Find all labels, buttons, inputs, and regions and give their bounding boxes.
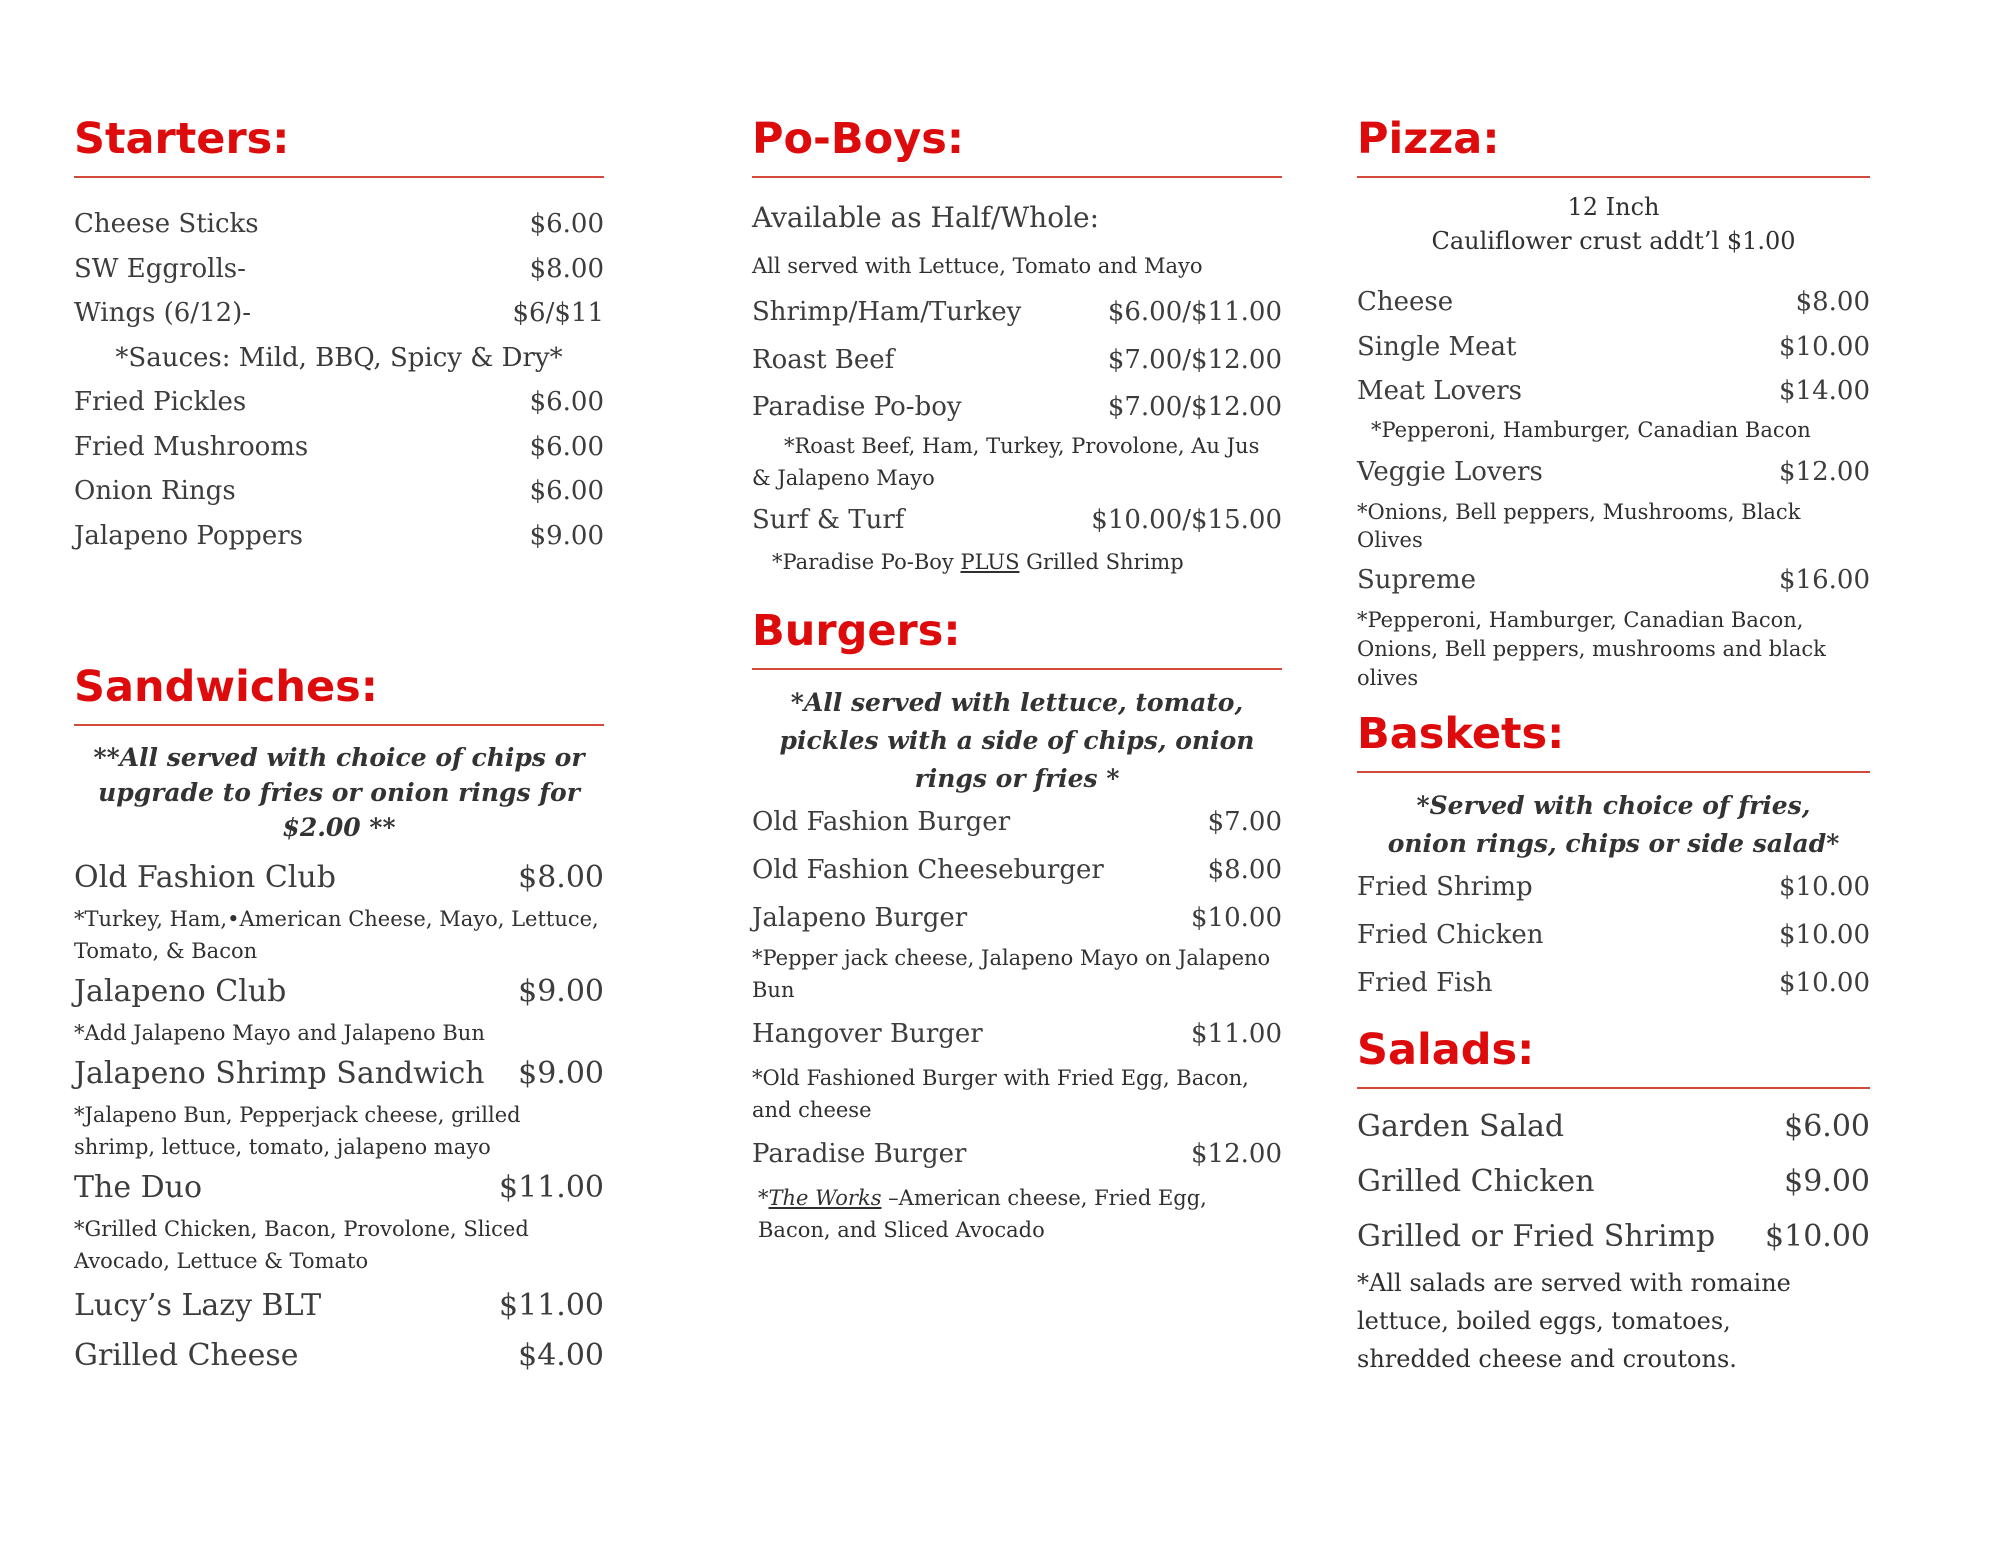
item-price: $8.00 [1207, 855, 1282, 885]
item-price: $11.00 [499, 1288, 604, 1323]
item-note: *Pepper jack cheese, Jalapeno Mayo on Jalapeno Bun [752, 946, 1271, 1002]
salads-note: *All salads are served with romaine lettuce, boiled eggs, tomatoes, shredded cheese and croutons. [1357, 1268, 1791, 1373]
item-price: $16.00 [1779, 564, 1870, 595]
item-price: $7.00 [1207, 807, 1282, 837]
item-note: *Turkey, Ham,•American Cheese, Mayo, Lettuce, Tomato, & Bacon [74, 907, 599, 963]
item-name: Single Meat [1357, 331, 1517, 362]
item-note: *Pepperoni, Hamburger, Canadian Bacon, Onions, Bell peppers, mushrooms and black olives [1357, 607, 1826, 690]
menu-item [752, 288, 1282, 336]
menu-item [1357, 446, 1870, 498]
menu-item [752, 798, 1282, 846]
item-note: *Pepperoni, Hamburger, Canadian Bacon [1371, 417, 1811, 442]
works-description: –American cheese, Fried Egg, Bacon, and Sliced Avocado [758, 1186, 1207, 1242]
item-name: Veggie Lovers [1357, 456, 1543, 487]
item-name: Cheese [1357, 287, 1454, 317]
item-name: Garden Salad [1357, 1108, 1565, 1144]
menu-item [752, 1006, 1282, 1062]
menu-item [1357, 369, 1870, 414]
item-name: Surf & Turf [752, 505, 905, 535]
item-name: Grilled Chicken [1357, 1163, 1595, 1199]
burgers-heading: Burgers: [752, 606, 961, 656]
baskets-intro: *Served with choice of fries, onion rings, chips or side salad* [1387, 790, 1840, 858]
item-price: $8.00 [1795, 287, 1870, 317]
burgers-intro: *All served with lettuce, tomato, pickles with a side of chips, onion rings or fries * [779, 688, 1255, 793]
item-note: *Add Jalapeno Mayo and Jalapeno Bun [74, 1021, 485, 1045]
item-name: SW Eggrolls- [74, 253, 246, 284]
item-price: $10.00 [1191, 903, 1282, 933]
item-name: Lucy’s Lazy BLT [74, 1288, 322, 1323]
item-price: $10.00 [1779, 919, 1870, 950]
poboys-served-note: All served with Lettuce, Tomato and Mayo [752, 254, 1203, 278]
item-name: Cheese Sticks [74, 209, 259, 239]
sauces-note: *Sauces: Mild, BBQ, Spicy & Dry* [115, 342, 563, 373]
item-price: $9.00 [529, 520, 604, 551]
item-price: $8.00 [518, 860, 604, 895]
item-name: Supreme [1357, 564, 1477, 595]
menu-item [1357, 1209, 1870, 1264]
item-price: $6.00 [1784, 1108, 1870, 1144]
item-name: Paradise Burger [752, 1139, 967, 1169]
menu-item [74, 1049, 604, 1099]
section-divider [1357, 176, 1870, 178]
section-divider [752, 668, 1282, 670]
item-price: $11.00 [499, 1170, 604, 1205]
salads-heading: Salads: [1357, 1024, 1535, 1075]
surf-note-end: Grilled Shrimp [1019, 550, 1184, 574]
item-price: $6.00 [529, 387, 604, 417]
menu-item [752, 894, 1282, 942]
item-name: Fried Chicken [1357, 919, 1544, 950]
poboys-heading: Po-Boys: [752, 114, 965, 164]
item-name: Meat Lovers [1357, 376, 1522, 406]
menu-item [1357, 280, 1870, 325]
item-price: $6/$11 [512, 298, 604, 328]
item-name: Fried Pickles [74, 387, 247, 417]
item-name: Onion Rings [74, 476, 236, 506]
section-divider [752, 176, 1282, 178]
menu-item [74, 247, 604, 292]
works-title: The Works [768, 1186, 882, 1210]
item-name: Fried Mushrooms [74, 431, 309, 462]
menu-item [1357, 554, 1870, 606]
menu-item [74, 425, 604, 470]
item-name: Hangover Burger [752, 1019, 983, 1049]
item-price: $9.00 [1784, 1163, 1870, 1199]
pizza-heading: Pizza: [1357, 114, 1500, 164]
item-name: Grilled Cheese [74, 1338, 299, 1373]
item-name: Paradise Po-boy [752, 392, 962, 422]
item-note [752, 1182, 1282, 1246]
item-price: $10.00/$15.00 [1091, 505, 1282, 535]
starters-heading: Starters: [74, 114, 290, 164]
menu-item [1357, 959, 1870, 1007]
item-price: $8.00 [529, 253, 604, 284]
item-note: *Jalapeno Bun, Pepperjack cheese, grilled shrimp, lettuce, tomato, jalapeno mayo [74, 1103, 521, 1159]
item-name: Jalapeno Shrimp Sandwich [74, 1056, 485, 1091]
item-price: $10.00 [1765, 1218, 1870, 1254]
item-name: Old Fashion Burger [752, 807, 1011, 837]
menu-item [1357, 863, 1870, 911]
item-price: $6.00 [529, 431, 604, 462]
menu-item [752, 846, 1282, 894]
surf-note-start: *Paradise Po-Boy [772, 550, 961, 574]
item-price: $6.00/$11.00 [1107, 297, 1282, 327]
column-right [1357, 110, 1870, 1378]
menu-item [752, 494, 1282, 546]
item-price: $4.00 [518, 1338, 604, 1373]
menu-item [1357, 325, 1870, 370]
sandwiches-intro: **All served with choice of chips or upgrade to fries or onion rings for $2.00 ** [93, 743, 585, 842]
baskets-heading: Baskets: [1357, 708, 1565, 759]
item-price: $10.00 [1779, 871, 1870, 902]
item-note: *Old Fashioned Burger with Fried Egg, Bacon, and cheese [752, 1066, 1249, 1122]
works-star: * [758, 1186, 769, 1210]
item-name: Fried Fish [1357, 967, 1493, 998]
item-note: *Grilled Chicken, Bacon, Provolone, Sliced Avocado, Lettuce & Tomato [74, 1217, 529, 1273]
item-price: $7.00/$12.00 [1107, 392, 1282, 422]
item-note [752, 546, 1282, 578]
menu-item [752, 1126, 1282, 1182]
menu-item [74, 202, 604, 247]
item-name: Grilled or Fried Shrimp [1357, 1218, 1716, 1254]
item-name: The Duo [74, 1170, 203, 1205]
section-divider [74, 724, 604, 726]
item-price: $10.00 [1779, 967, 1870, 998]
menu-item [74, 380, 604, 425]
item-price: $11.00 [1191, 1019, 1282, 1049]
menu-item [1357, 1154, 1870, 1209]
column-middle [752, 110, 1282, 1246]
menu-item [74, 469, 604, 514]
item-name: Roast Beef [752, 345, 895, 375]
column-left [74, 110, 604, 1381]
item-name: Old Fashion Club [74, 860, 336, 895]
menu-item [1357, 1099, 1870, 1154]
item-note: *Onions, Bell peppers, Mushrooms, Black Olives [1357, 499, 1801, 552]
item-price: $12.00 [1191, 1139, 1282, 1169]
menu-item [74, 514, 604, 559]
menu-item [74, 291, 604, 336]
item-price: $6.00 [529, 209, 604, 239]
menu-item [752, 384, 1282, 430]
menu-item [752, 336, 1282, 384]
item-price: $6.00 [529, 476, 604, 506]
item-price: $12.00 [1779, 456, 1870, 487]
item-price: $7.00/$12.00 [1107, 345, 1282, 375]
sandwiches-heading: Sandwiches: [74, 662, 378, 712]
menu-item [74, 1163, 604, 1213]
section-divider [1357, 1087, 1870, 1089]
item-note: *Roast Beef, Ham, Turkey, Provolone, Au Jus & Jalapeno Mayo [752, 434, 1260, 490]
menu-item [74, 853, 604, 903]
menu-item [1357, 911, 1870, 959]
pizza-size: 12 Inch [1567, 193, 1660, 221]
item-name: Shrimp/Ham/Turkey [752, 297, 1022, 327]
menu-item [74, 1281, 604, 1331]
item-name: Old Fashion Cheeseburger [752, 855, 1104, 885]
section-divider [1357, 771, 1870, 773]
item-name: Jalapeno Burger [752, 903, 968, 933]
poboys-available: Available as Half/Whole: [752, 201, 1100, 234]
item-name: Fried Shrimp [1357, 871, 1533, 902]
pizza-crust-note: Cauliflower crust addt’l $1.00 [1431, 227, 1796, 255]
section-divider [74, 176, 604, 178]
item-price: $14.00 [1779, 376, 1870, 406]
item-price: $9.00 [518, 1056, 604, 1091]
menu-item [74, 967, 604, 1017]
item-name: Jalapeno Club [74, 974, 287, 1009]
menu-item [74, 1331, 604, 1381]
item-name: Jalapeno Poppers [74, 520, 303, 551]
item-name: Wings (6/12)- [74, 298, 252, 328]
surf-note-plus: PLUS [960, 550, 1020, 574]
item-price: $9.00 [518, 974, 604, 1009]
item-price: $10.00 [1779, 331, 1870, 362]
